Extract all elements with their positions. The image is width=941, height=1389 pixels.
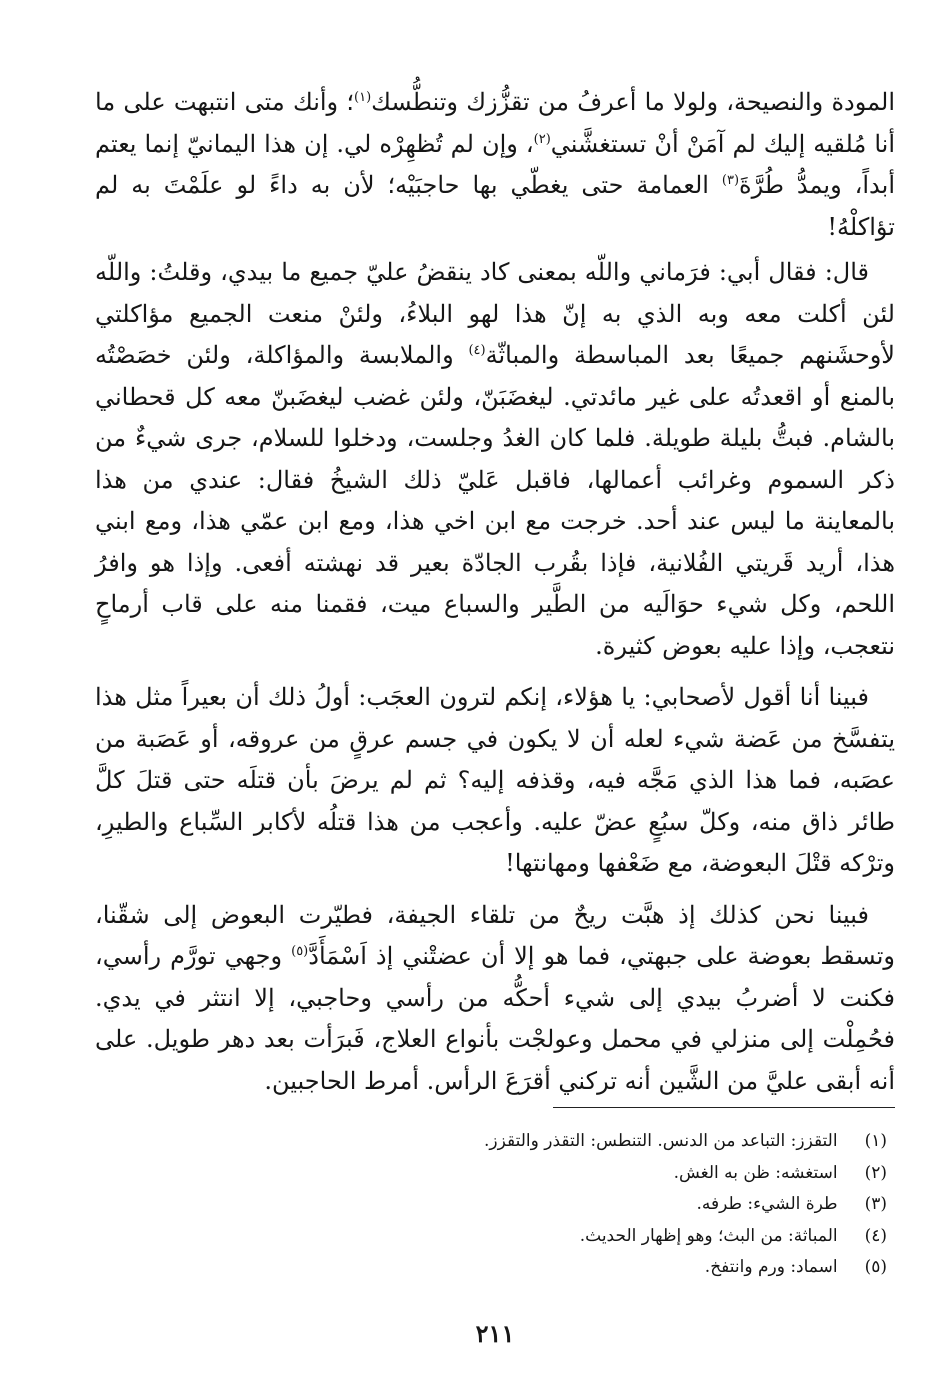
paragraph-text: والملابسة والمؤاكلة، ولئن خصَصْتُه بالمنع أو اقعدتُه على غير مائدتي. ليغضَبَنّ، ولئن غضب ليغضَبنّ معه كل قحطاني بالشام. فبتُّ بليلة طويلة. فلما كان الغدُ وجلست، ودخلوا للسلام، جرى شيءٌ من ذكر السموم وغرائب أعمالها، فاقبل عَليّ ذلك الشيخُ فقال: عندي من هذا بالمعاينة ما ليس عند أحد. خرجت مع ابن اخي هذا، ومع ابن عمّي هذا، ومع ابني هذا، أريد قَريتي الفُلانية، فإذا بقُرب الجادّة بعير قد نهشته أفعى. وإذا هو وافرُ اللحم، وكل شيء حوَالَيه من الطَّير والسباع ميت، فقمنا منه على قاب أرماحٍ نتعجب، وإذا عليه بعوض كثيرة. <box>95 341 896 660</box>
paragraph-wonder <box>95 677 895 885</box>
footnote-text: اسماد: ورم وانتفخ. <box>704 1257 838 1277</box>
paragraph-opening <box>95 82 895 248</box>
footnote-number: (٤) <box>864 1225 887 1246</box>
footnote-item <box>107 1189 887 1221</box>
footnote-number: (٢) <box>864 1162 887 1183</box>
paragraph-text: قال: فقال أبي: فرَماني واللّه بمعنى كاد ينقضُ عليّ جميع ما بيدي، وقلتُ: واللّه لئن أكلت معه وبه الذي به إنّ هذا لهو البلاءُ، ولئنْ منعت الجميع مؤاكلتي لأوحشَنهم جميعًا بعد المباسطة والمباثّة <box>95 258 895 369</box>
footnote-text: طرة الشيء: طرفه. <box>696 1194 838 1214</box>
paragraph-text: العمامة حتى يغطّي بها حاجبَيْه؛ لأن به داءً لو علَمْتَ به لم تؤاكلْهُ! <box>95 171 895 241</box>
footnote-marker: (٣) <box>721 173 740 188</box>
footnote-marker: (٤) <box>468 343 486 358</box>
footnote-item <box>107 1221 887 1253</box>
footnote-marker: (١) <box>354 90 372 105</box>
footnote-divider <box>553 1107 895 1108</box>
paragraph-text: فبينا نحن كذلك إذ هبَّت ريحٌ من تلقاء الجيفة، فطيّرت البعوض إلى شقّنا، وتسقط بعوضة على جبهتي، فما هو إلا أن عضتْني إذ اَسْمَأَدَّ <box>95 900 896 970</box>
footnote-number: (٥) <box>864 1257 887 1277</box>
paragraph-father-speech <box>95 252 895 667</box>
paragraph-text: ، وإن لم تُظهِرْه لي. إن هذا اليمانيّ إنما يعتم أبداً، ويمدُّ طُرَّةَ <box>95 129 895 199</box>
book-page <box>95 82 895 1372</box>
footnote-number: (١) <box>864 1131 887 1151</box>
footnote-number: (٣) <box>864 1194 887 1214</box>
footnote-marker: (٢) <box>533 131 551 147</box>
paragraph-text: ؛ وأنك متى انتبهت على ما أنا مُلقيه إليك لم آمَنْ أنْ تستغشَّني <box>95 88 895 158</box>
footnote-text: المباثة: من البث؛ وهو إظهار الحديث. <box>579 1225 838 1246</box>
footnote-item <box>107 1158 887 1190</box>
footnote-text: استغشه: ظن به الغش. <box>673 1162 838 1183</box>
page-number: ٢١١ <box>475 1319 515 1348</box>
footnote-item <box>107 1126 887 1158</box>
paragraph-text: وجهي تورَّم رأسي، فكنت لا أضربُ بيدي إلى شيء أحكُّه من رأسي وحاجبي، إلا انتثر في يدي. فحُمِلْت إلى منزلي في محمل وعولجْت بأنواع العلاج، فَبرَأت بعد دهر طويل. على أنه أبقى عليَّ من الشَّين أنه تركني أقرَعَ الرأس. أمرط الحاجبين. <box>95 942 895 1095</box>
footnote-item <box>107 1252 887 1284</box>
footnote-text: التقزز: التباعد من الدنس. التنطس: التقذر والتقزز. <box>484 1131 838 1151</box>
footnote-marker: (٥) <box>291 944 309 959</box>
paragraph-text: المودة والنصيحة، ولولا ما أعرفُ من تقزُّزك وتنطُّسك <box>371 88 895 116</box>
paragraph-mosquito <box>95 895 895 1103</box>
paragraph-text: فبينا أنا أقول لأصحابي: يا هؤلاء، إنكم لترون العجَب: أولُ ذلك أن بعيراً مثل هذا يتفسَّخ من عَضة شيء لعله أن لا يكون في جسم عرقٍ من عروقه، أو عَصَبة من عصَبه، فما هذا الذي مَجَّه فيه، وقذفه إليه؟ ثم لم يرضَ بأن قتلَه حتى قتلَ كلَّ طائر ذاق منه، وكلّ سبُعٍ عضّ عليه. وأعجب من هذا قتلُه لأكابر السِّباع والطيرِ، وترْكه قتْلَ البعوضة، مع ضَعْفها ومهانتها! <box>95 683 895 877</box>
footnotes-list <box>107 1126 887 1284</box>
